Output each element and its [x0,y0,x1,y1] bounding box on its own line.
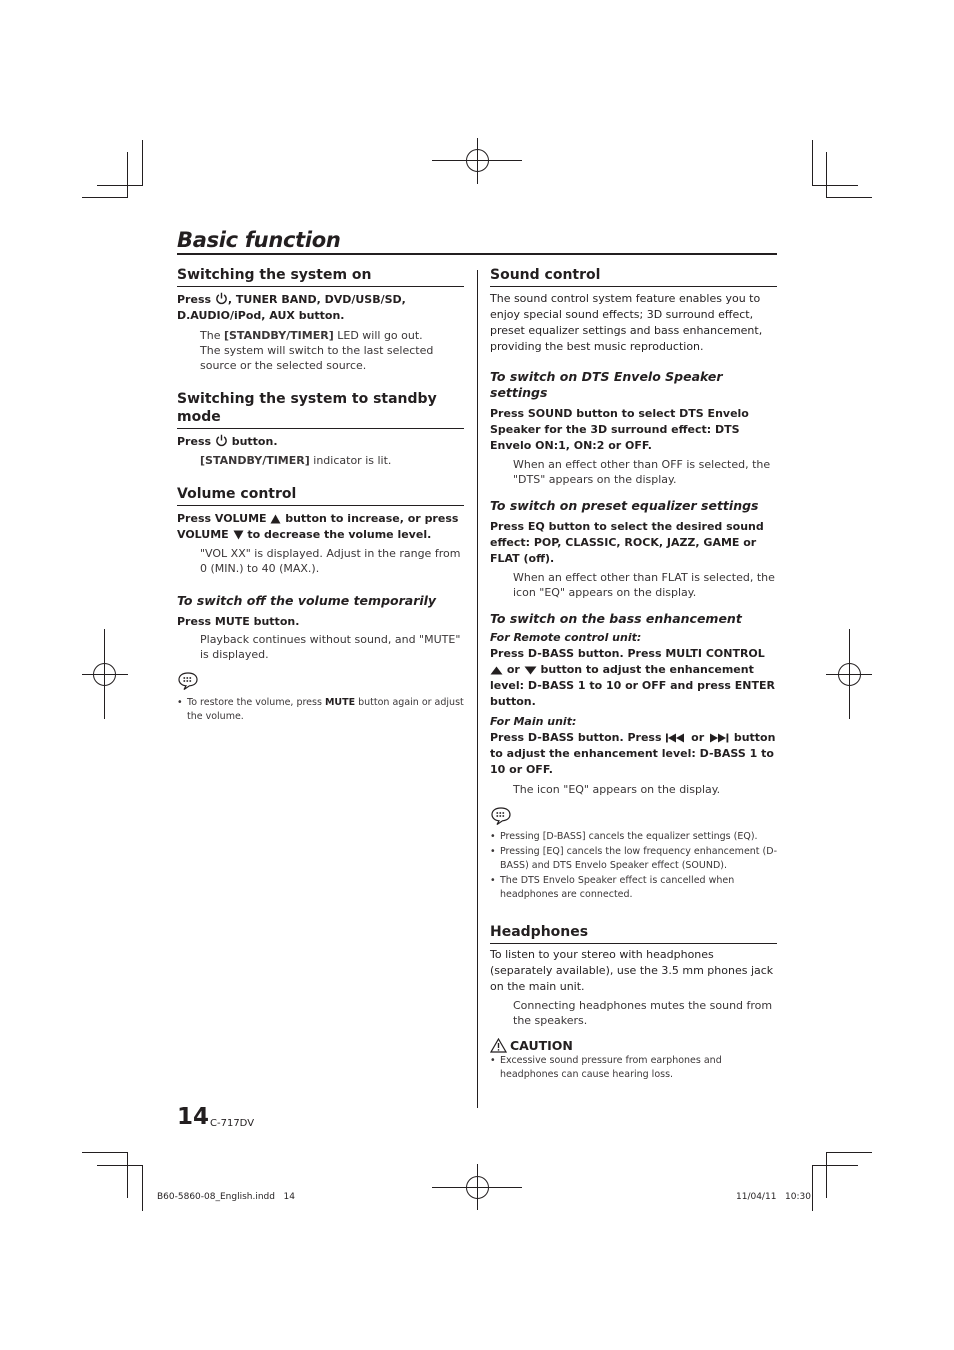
section-heading-standby: Switching the system to standby mode [177,390,464,429]
instruction-main-bass: Press D-BASS button. Press or button to adjust the enhancement level: D-BASS 1 to 10 or OFF. [490,731,776,776]
subheading-mute: To switch off the volume temporarily [177,593,437,608]
label-main-unit: For Main unit: [490,715,577,728]
note-led: The [STANDBY/TIMER] LED will go out. [200,329,423,342]
subheading-dts: To switch on DTS Envelo Speaker settings [490,369,723,400]
note-headphones: Connecting headphones mutes the sound from the speakers. [513,999,773,1027]
caution-text: • Excessive sound pressure from earphones and headphones can cause hearing loss. [490,1055,722,1080]
subheading-bass: To switch on the bass enhancement [490,611,742,626]
instruction-standby: Press button. [177,435,278,448]
page-number: 14 [177,1104,210,1130]
page-title: Basic function [177,228,341,252]
right-column [490,266,777,1082]
up-triangle-icon [270,514,281,524]
note-last-source: The system will switch to the last selected source or the selected source. [200,344,434,372]
note-icon [177,671,464,695]
label-remote-unit: For Remote control unit: [490,631,642,644]
note-dts: When an effect other than OFF is selected, the "DTS" appears on the display. [513,458,771,486]
down-triangle-icon [524,666,537,675]
instruction-system-on: Press , TUNER BAND, DVD/USB/SD, D.AUDIO/iPod, AUX button. [177,293,406,322]
column-divider [477,270,478,1108]
title-rule [177,253,777,255]
instruction-mute: Press MUTE button. [177,615,300,628]
prev-track-icon [665,733,687,743]
instruction-dts: Press SOUND button to select DTS Envelo Speaker for the 3D surround effect: DTS Envelo ON:1, ON:2 or OFF. [490,407,749,452]
note-icon [490,806,777,830]
file-name: B60-5860-08_English.indd 14 [157,1192,296,1202]
instruction-remote-bass: Press D-BASS button. Press MULTI CONTROL or button to adjust the enhancement level: D-BASS 1 to 10 or OFF and press ENTER button. [490,647,775,708]
tip-item: • Pressing [D-BASS] cancels the equalizer settings (EQ). [490,831,758,842]
tip-item: • Pressing [EQ] cancels the low frequency enhancement (D-BASS) and DTS Envelo Speaker effect (SOUND). [490,846,777,871]
note-volume-range: "VOL XX" is displayed. Adjust in the range from 0 (MIN.) to 40 (MAX.). [200,547,461,575]
print-timestamp: 11/04/11 10:30 [736,1192,811,1202]
up-triangle-icon [490,666,503,675]
next-track-icon [708,733,730,743]
note-bass: The icon "EQ" appears on the display. [513,783,721,796]
caution-icon [490,1038,507,1053]
section-heading-system-on: Switching the system on [177,266,464,287]
headphones-intro: To listen to your stereo with headphones (separately available), use the 3.5 mm phones jack on the main unit. [490,948,774,993]
left-column [177,266,464,724]
note-eq: When an effect other than FLAT is selected, the icon "EQ" appears on the display. [513,571,775,599]
note-mute: Playback continues without sound, and "MUTE" is displayed. [200,633,461,661]
power-icon [215,434,228,447]
power-icon [215,292,228,305]
subheading-eq: To switch on preset equalizer settings [490,498,759,513]
tip-restore-volume: • To restore the volume, press MUTE button again or adjust the volume. [177,697,464,722]
note-standby: [STANDBY/TIMER] indicator is lit. [200,454,392,467]
sound-control-intro: The sound control system feature enables you to enjoy special sound effects; 3D surround effect, preset equalizer settings and bass enhancement, providing the best music reproduction. [490,292,763,353]
section-heading-volume: Volume control [177,485,464,506]
section-heading-headphones: Headphones [490,923,777,944]
tip-item: • The DTS Envelo Speaker effect is cancelled when headphones are connected. [490,875,735,900]
instruction-volume: Press VOLUME button to increase, or press VOLUME to decrease the volume level. [177,512,459,541]
section-heading-sound-control: Sound control [490,266,777,287]
down-triangle-icon [233,530,244,540]
caution-heading: CAUTION [490,1038,777,1053]
model-name: C-717DV [210,1118,255,1129]
instruction-eq: Press EQ button to select the desired sound effect: POP, CLASSIC, ROCK, JAZZ, GAME or FLAT (off). [490,520,764,565]
